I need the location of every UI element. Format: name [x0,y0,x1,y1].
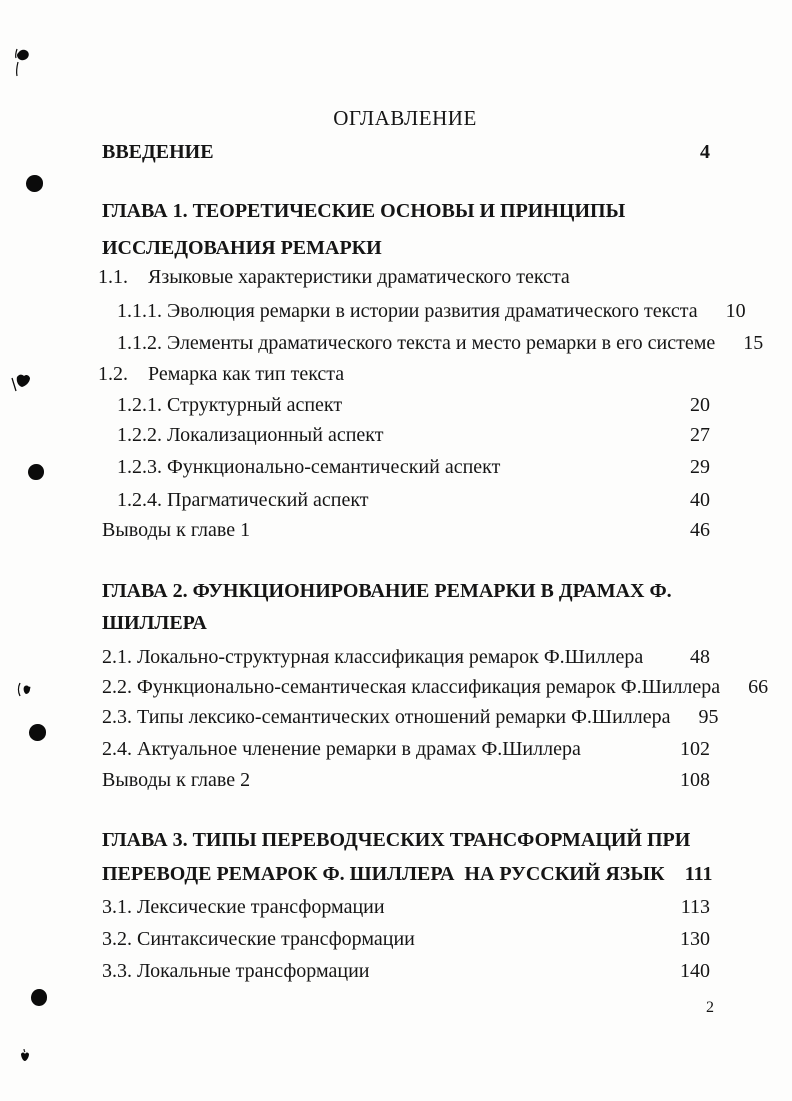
toc-entry-number: 1.1. [98,266,128,288]
toc-entry-title: Структурный аспект [167,394,343,416]
toc-entry-number: 1.1.1. [117,300,162,322]
toc-entry-title: Выводы к главе 2 [102,769,251,791]
toc-entry [102,675,769,699]
toc-entry-title: Языковые характеристики драматического текста [148,266,570,288]
toc-entry-page: 95 [698,706,719,728]
toc-entry-number: 1.2.1. [117,394,162,416]
toc-entry [117,393,710,417]
toc-entry-title: Ремарка как тип текста [148,363,345,385]
toc-entry-title: ГЛАВА 1. ТЕОРЕТИЧЕСКИЕ ОСНОВЫ И ПРИНЦИПЫ [102,200,626,222]
toc-entry-number: 2.1. [102,646,132,668]
toc-entry-page: 108 [680,769,710,791]
toc-entry-title: ПЕРЕВОДЕ РЕМАРОК Ф. ШИЛЛЕРА НА РУССКИЙ ЯЗЫК [102,863,665,885]
ink-dot-icon [28,464,44,480]
toc-entry-number: 1.2. [98,363,128,385]
toc-entry-page: 102 [680,738,710,760]
toc-entry [117,423,710,447]
toc-entry-page: 111 [684,863,713,885]
toc-entry-title: Локальные трансформации [137,960,370,982]
toc-entry [102,236,710,260]
toc-entry [102,705,719,729]
toc-entry [98,362,710,386]
toc-entry-number: 2.2. [102,676,132,698]
toc-entry-page: 46 [690,519,710,541]
toc-entry-page: 20 [690,394,710,416]
ink-blot-icon [12,46,32,80]
toc-entry-page: 113 [680,896,710,918]
toc-entry-title: ВВЕДЕНИЕ [102,141,214,163]
toc-entry [102,199,710,223]
toc-entry-page: 29 [690,456,710,478]
toc-entry-number: 3.1. [102,896,132,918]
toc-entry [102,611,710,635]
toc-entry [117,331,764,355]
toc-entry [117,455,710,479]
toc-entry [102,895,710,919]
toc-entry-title: ГЛАВА 2. ФУНКЦИОНИРОВАНИЕ РЕМАРКИ В ДРАМАХ Ф. [102,580,672,602]
ink-blot-icon [8,371,34,395]
toc-entry [102,828,710,852]
toc-entry-number: 3.3. [102,960,132,982]
toc-entry-page: 4 [700,141,710,163]
toc-entry [102,645,710,669]
toc-entry-title: ГЛАВА 3. ТИПЫ ПЕРЕВОДЧЕСКИХ ТРАНСФОРМАЦИЙ ПРИ [102,829,691,851]
toc-entry [102,579,710,603]
toc-entry-page: 40 [690,489,710,511]
toc-entry-number: 1.1.2. [117,332,162,354]
toc-entry-page: 130 [680,928,710,950]
toc-entry-title: Элементы драматического текста и место ремарки в его системе [167,332,716,354]
page-number: 2 [706,999,714,1016]
toc-entry [102,518,710,542]
ink-blot-icon [17,1047,33,1065]
toc-entry-title: ШИЛЛЕРА [102,612,207,634]
toc-entry-title: Выводы к главе 1 [102,519,251,541]
toc-entry-title: Синтаксические трансформации [137,928,415,950]
ink-dot-icon [31,989,47,1006]
page-title: ОГЛАВЛЕНИЕ [333,106,477,130]
toc-entry [102,737,710,761]
toc-entry-page: 66 [748,676,769,698]
ink-blot-icon [16,681,34,699]
toc-entry [102,768,710,792]
toc-entry-title: Прагматический аспект [167,489,369,511]
ink-dot-icon [26,175,43,192]
toc-entry-page: 10 [725,300,746,322]
toc-entry-title: ИССЛЕДОВАНИЯ РЕМАРКИ [102,237,382,259]
toc-entry [117,299,746,323]
toc-entry-title: Лексические трансформации [137,896,385,918]
toc-entry [117,488,710,512]
toc-entry [98,265,710,289]
toc-entry-title: Актуальное членение ремарки в драмах Ф.Шиллера [137,738,581,760]
toc-entry [102,927,710,951]
toc-entry-title: Функционально-семантический аспект [167,456,501,478]
toc-entry-title: Локально-структурная классификация ремарок Ф.Шиллера [137,646,644,668]
toc-entry-number: 2.3. [102,706,132,728]
toc-entry-page: 27 [690,424,710,446]
toc-entry-title: Типы лексико-семантических отношений ремарки Ф.Шиллера [137,706,671,728]
toc-entry-page: 48 [690,646,710,668]
ink-dot-icon [29,724,46,741]
toc-entry-number: 1.2.3. [117,456,162,478]
toc-entry-number: 1.2.4. [117,489,162,511]
toc-entry-number: 2.4. [102,738,132,760]
toc-entry-title: Эволюция ремарки в истории развития драматического текста [167,300,698,322]
toc-entry-number: 3.2. [102,928,132,950]
toc-entry-page: 140 [680,960,710,982]
toc-entry [102,140,710,164]
toc-entry-page: 15 [743,332,764,354]
toc-entry-title: Функционально-семантическая классификация ремарок Ф.Шиллера [137,676,721,698]
toc-entry-title: Локализационный аспект [167,424,384,446]
toc-entry [102,862,713,886]
toc-entry [102,959,710,983]
toc-entry-number: 1.2.2. [117,424,162,446]
